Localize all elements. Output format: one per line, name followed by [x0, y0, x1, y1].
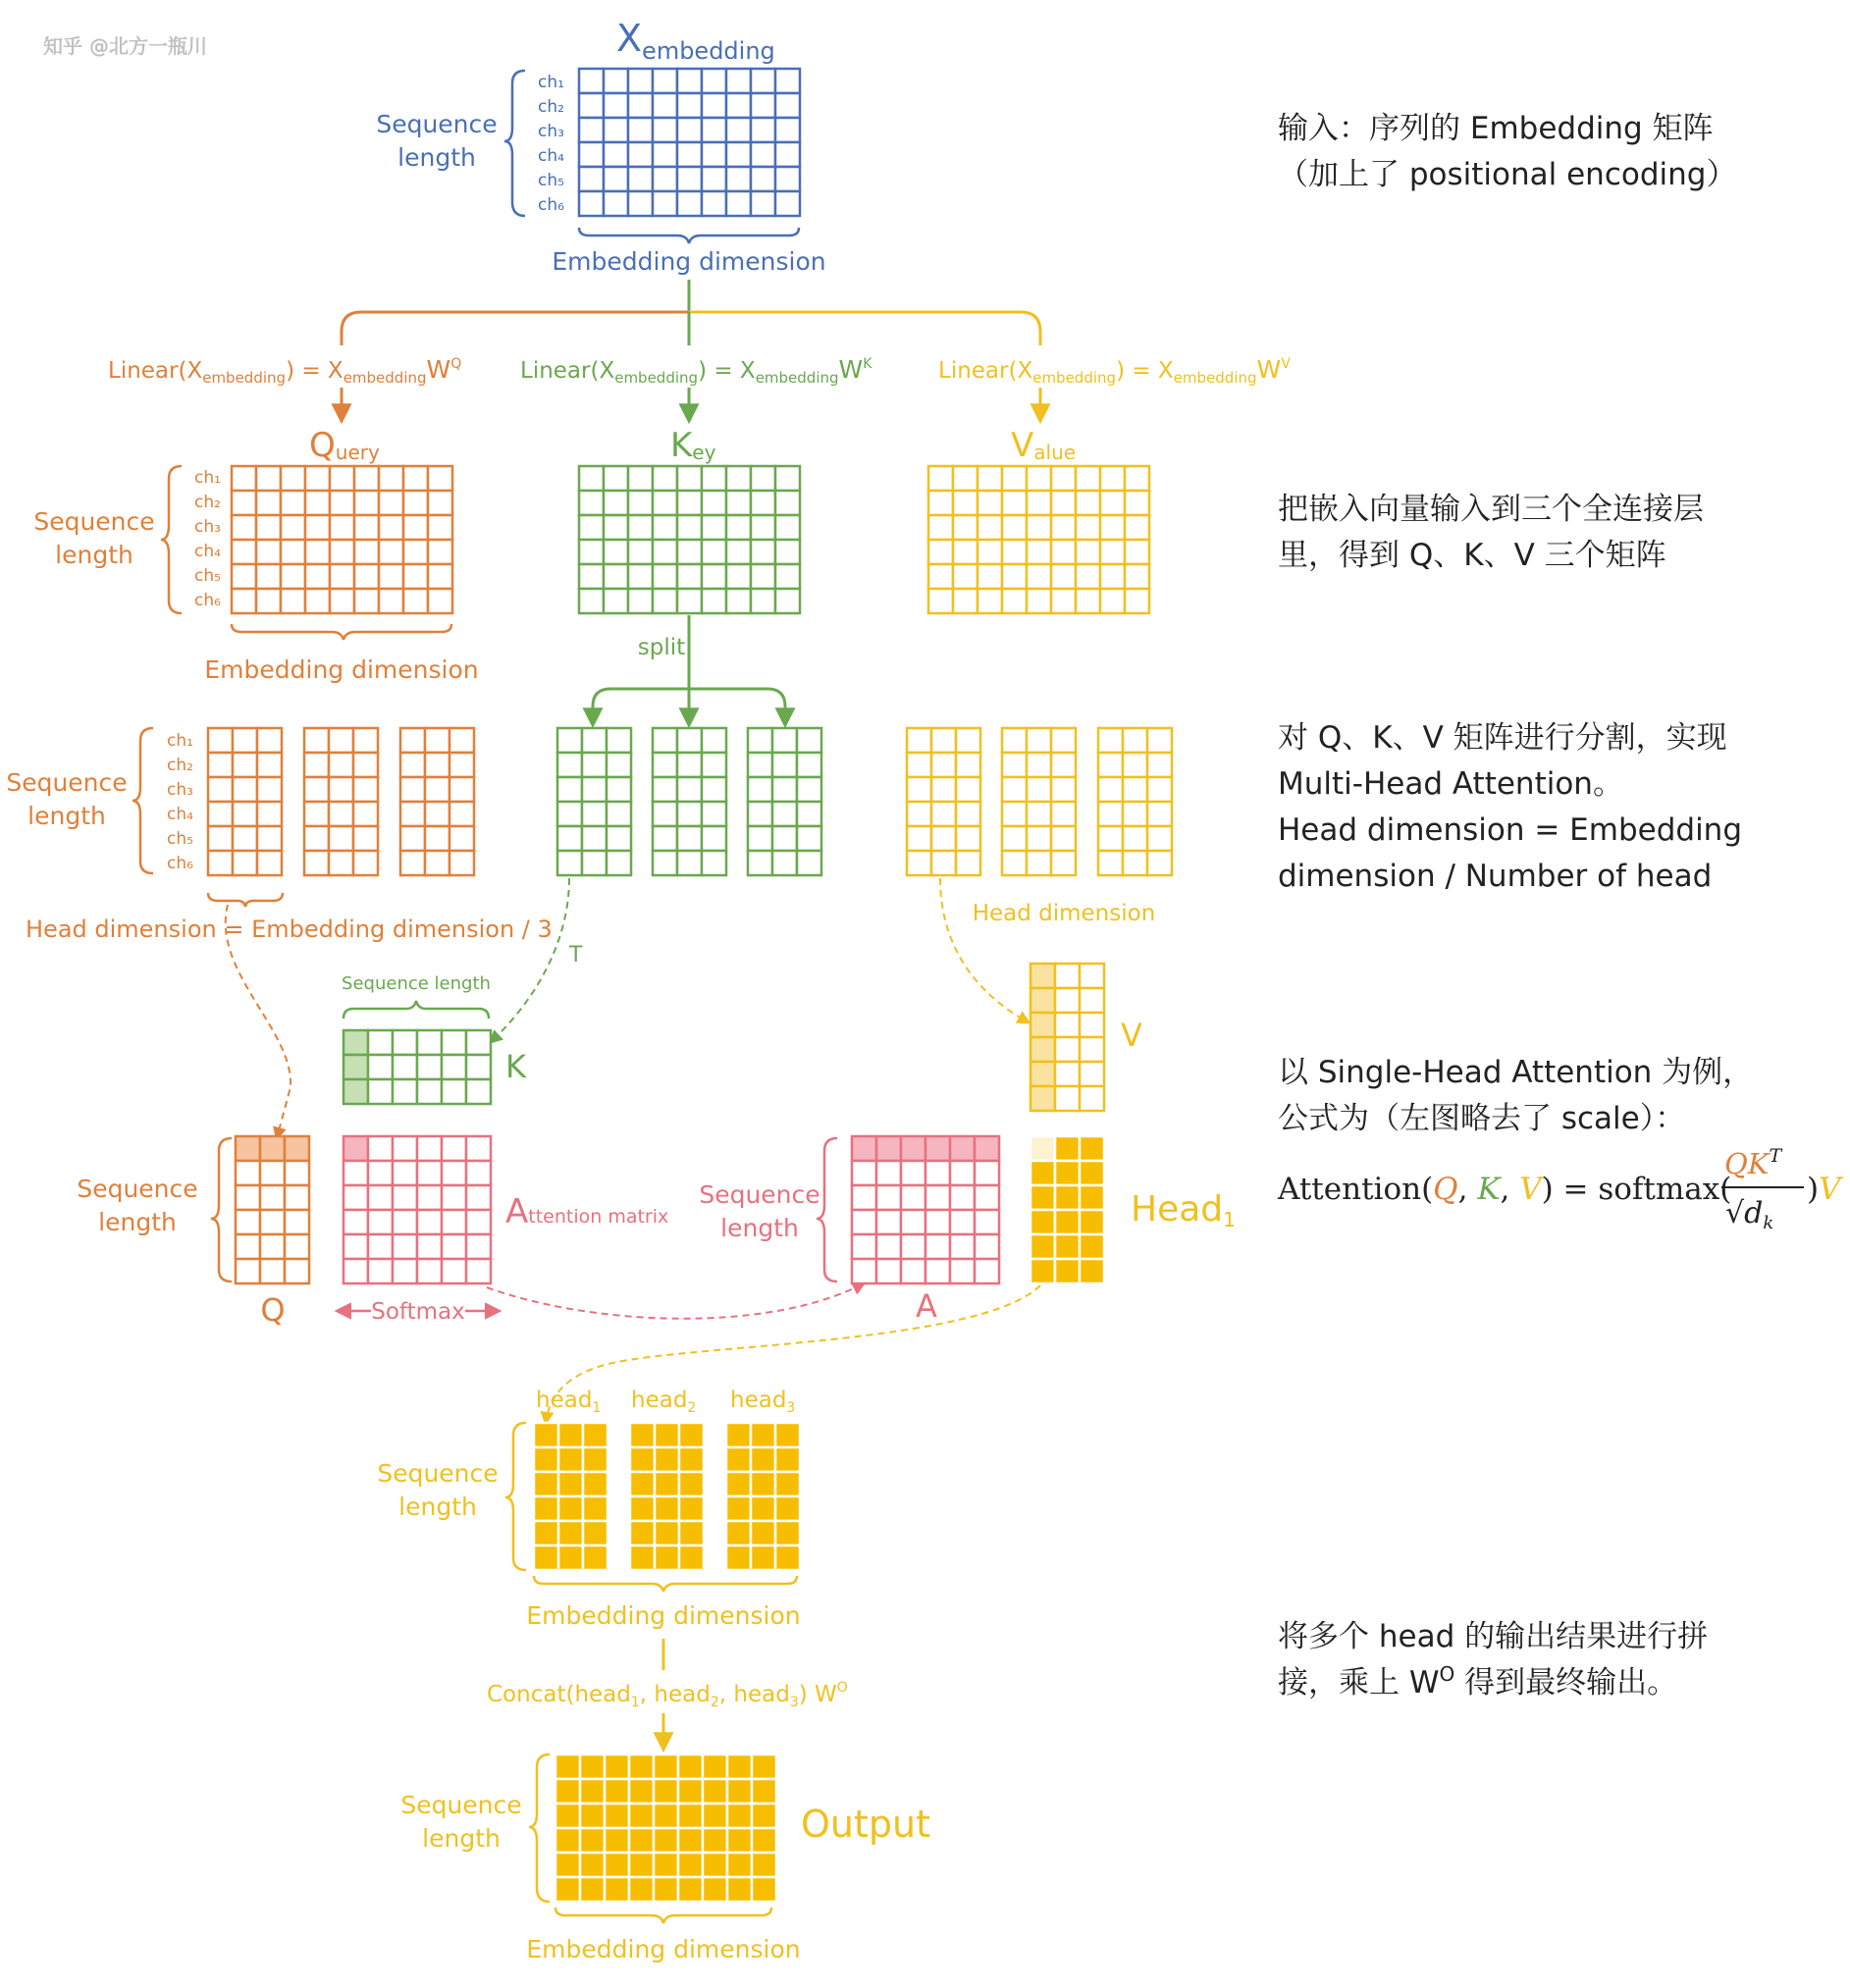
linear-k-label: $Linear(X_{embedding}) = X_{embedding}W^K$ — [520, 355, 872, 387]
heads-seq-brace — [132, 728, 153, 873]
desc-concat-line1: 将多个 head 的输出结果进行拼 — [1278, 1619, 1709, 1654]
row-label: ch₃ — [538, 122, 564, 141]
key-head-3 — [748, 728, 821, 875]
query-matrix — [232, 466, 452, 613]
desc-input-line2: （加上了 positional encoding） — [1278, 157, 1737, 192]
output-dim-label: Embedding dimension — [526, 1935, 801, 1963]
head-dim-formula: Head dimension = Embedding dimension / 3 — [26, 916, 553, 943]
key-grid — [579, 466, 800, 613]
query-head-1 — [208, 728, 282, 875]
k-seq-len-label: Sequence length — [342, 973, 491, 994]
v-label: V — [1121, 1017, 1142, 1054]
concat-heads — [534, 1423, 800, 1570]
concat-dim-label: Embedding dimension — [526, 1601, 801, 1630]
row-label: ch₁ — [194, 468, 221, 488]
concat-head1-label: head$_1$ — [536, 1387, 602, 1416]
qkv-seq-label: Sequence length — [33, 507, 155, 569]
softmax-label: Softmax — [371, 1299, 465, 1325]
a-matrix — [852, 1136, 999, 1283]
query-head-2 — [304, 728, 378, 875]
linear-arrows — [342, 388, 1040, 420]
q-seq-label: Sequence length — [77, 1175, 198, 1236]
heads-seq-label: Sequence length — [6, 768, 128, 830]
concat-head-3 — [726, 1423, 800, 1570]
split-arrows — [593, 615, 785, 724]
value-head-1 — [907, 728, 980, 875]
concat-head3-label: head$_3$ — [730, 1387, 796, 1416]
value-grid — [928, 466, 1149, 613]
split-label: split — [637, 635, 686, 660]
desc-split-line1: 对 Q、K、V 矩阵进行分割，实现 — [1278, 720, 1727, 756]
transpose-arrow — [491, 878, 569, 1042]
head-dim-brace — [208, 893, 283, 907]
row-label: ch₆ — [538, 195, 564, 215]
q-seq-brace — [211, 1138, 232, 1282]
output-title: Output — [801, 1803, 930, 1846]
qkv-seq-brace — [161, 466, 182, 613]
output-matrix — [555, 1754, 776, 1902]
key-head-2 — [653, 728, 726, 875]
q-head-matrix — [236, 1136, 309, 1283]
desc-qkv-line1: 把嵌入向量输入到三个全连接层 — [1278, 492, 1704, 527]
a-seq-brace — [817, 1138, 837, 1282]
softmax-to-a-arrow — [487, 1283, 864, 1319]
k-seq-brace — [344, 1001, 489, 1019]
row-label: ch₄ — [538, 146, 564, 166]
k-transposed-matrix — [344, 1030, 491, 1104]
row-label: ch₄ — [194, 542, 221, 561]
query-heads — [208, 728, 474, 875]
desc-input-line1: 输入：序列的 Embedding 矩阵 — [1278, 111, 1714, 146]
value-title: Value — [1011, 426, 1077, 465]
qkv-dim-brace — [232, 624, 451, 640]
row-label: ch₁ — [167, 731, 193, 751]
input-embedding-matrix — [579, 69, 800, 216]
svg-text:QKT: $QK^T$ — [1724, 1145, 1782, 1180]
output-seq-label: Sequence length — [400, 1791, 522, 1853]
value-matrix — [928, 466, 1149, 613]
output-grid — [555, 1754, 776, 1902]
concat-head-2 — [630, 1423, 704, 1570]
head-row-labels — [167, 731, 193, 873]
key-title: Key — [670, 426, 716, 465]
output-dim-brace — [555, 1908, 771, 1923]
row-label: ch₅ — [538, 171, 564, 190]
q-head-grid — [236, 1136, 309, 1283]
head1-grid — [1031, 1136, 1104, 1283]
attention-title: Attention matrix — [505, 1192, 669, 1231]
row-label: ch₂ — [194, 493, 221, 512]
query-title: Query — [309, 426, 380, 465]
desc-single-line2: 公式为（左图略去了 scale）： — [1278, 1101, 1686, 1136]
desc-split-line4: dimension / Number of head — [1278, 859, 1713, 894]
query-grid — [232, 466, 452, 613]
desc-qkv-line2: 里，得到 Q、K、V 三个矩阵 — [1278, 538, 1666, 573]
a-seq-label: Sequence length — [699, 1180, 820, 1242]
query-head-3 — [400, 728, 474, 875]
head-dim-label: Head dimension — [972, 901, 1156, 926]
linear-v-label: $Linear(X_{embedding}) = X_{embedding}W^V$ — [938, 355, 1291, 387]
concat-seq-label: Sequence length — [377, 1459, 499, 1521]
svg-text:Attention(Q, K, V) = softmax(: Attention(Q, K, V) = softmax( — [1278, 1172, 1732, 1207]
k-transposed-grid — [344, 1030, 491, 1104]
attention-matrix — [344, 1136, 491, 1283]
k-label: K — [505, 1048, 526, 1085]
value-heads — [907, 728, 1172, 875]
input-dim-label: Embedding dimension — [552, 247, 826, 276]
head1-matrix — [1031, 1136, 1104, 1283]
row-label: ch₃ — [167, 780, 193, 800]
attention-formula — [1277, 1145, 1844, 1233]
row-label: ch₅ — [194, 566, 221, 586]
input-seq-label: Sequence length — [376, 110, 498, 172]
a-label: A — [916, 1287, 937, 1325]
row-label: ch₃ — [194, 517, 221, 537]
attention-grid — [344, 1136, 491, 1283]
key-head-1 — [557, 728, 631, 875]
concat-seq-brace — [505, 1423, 526, 1570]
a-grid — [852, 1136, 999, 1283]
head1-title: Head1 — [1131, 1189, 1236, 1231]
output-seq-brace — [529, 1754, 550, 1902]
row-label: ch₂ — [167, 756, 193, 775]
input-seq-brace — [504, 71, 525, 216]
qkv-row-labels — [194, 468, 221, 610]
key-matrix — [579, 466, 800, 613]
row-label: ch₁ — [538, 73, 564, 92]
desc-single-line1: 以 Single-Head Attention 为例， — [1278, 1055, 1754, 1090]
embedding-grid — [579, 69, 800, 216]
watermark: 知乎 @北方一瓶川 — [43, 34, 207, 58]
concat-head2-label: head$_2$ — [631, 1387, 697, 1416]
row-label: ch₆ — [194, 591, 221, 610]
concat-formula: Concat(head$_1$, head$_2$, head$_3$) $W^O$ — [487, 1680, 848, 1710]
q-label: Q — [260, 1291, 286, 1329]
row-label: ch₂ — [538, 97, 564, 117]
desc-split-line3: Head dimension = Embedding — [1278, 812, 1743, 848]
linear-connectors — [342, 280, 1040, 345]
row-label: ch₅ — [167, 829, 193, 849]
input-row-labels — [538, 73, 564, 215]
value-head-2 — [1002, 728, 1076, 875]
qkv-dim-label: Embedding dimension — [204, 655, 479, 684]
key-heads — [557, 728, 821, 875]
desc-split-line2: Multi-Head Attention。 — [1278, 766, 1623, 802]
v-head-grid — [1031, 964, 1104, 1111]
desc-concat-line2: 接，乘上 $W^O$ 得到最终输出。 — [1278, 1662, 1678, 1700]
descriptions — [1278, 111, 1753, 1700]
svg-text:√dk: $√d_k$ — [1725, 1196, 1774, 1233]
concat-head-1 — [534, 1423, 608, 1570]
transpose-label: T — [569, 943, 583, 968]
row-label: ch₄ — [167, 805, 193, 824]
value-head-3 — [1098, 728, 1172, 875]
v-head-matrix — [1031, 964, 1104, 1111]
linear-q-label: $Linear(X_{embedding}) = X_{embedding}W^Q$ — [108, 355, 462, 387]
concat-dim-brace — [534, 1576, 797, 1592]
row-label: ch₆ — [167, 854, 193, 873]
svg-text:)V: )V — [1807, 1172, 1841, 1207]
input-dim-brace — [579, 228, 799, 243]
input-title: $X_{embedding}$ — [616, 17, 775, 65]
